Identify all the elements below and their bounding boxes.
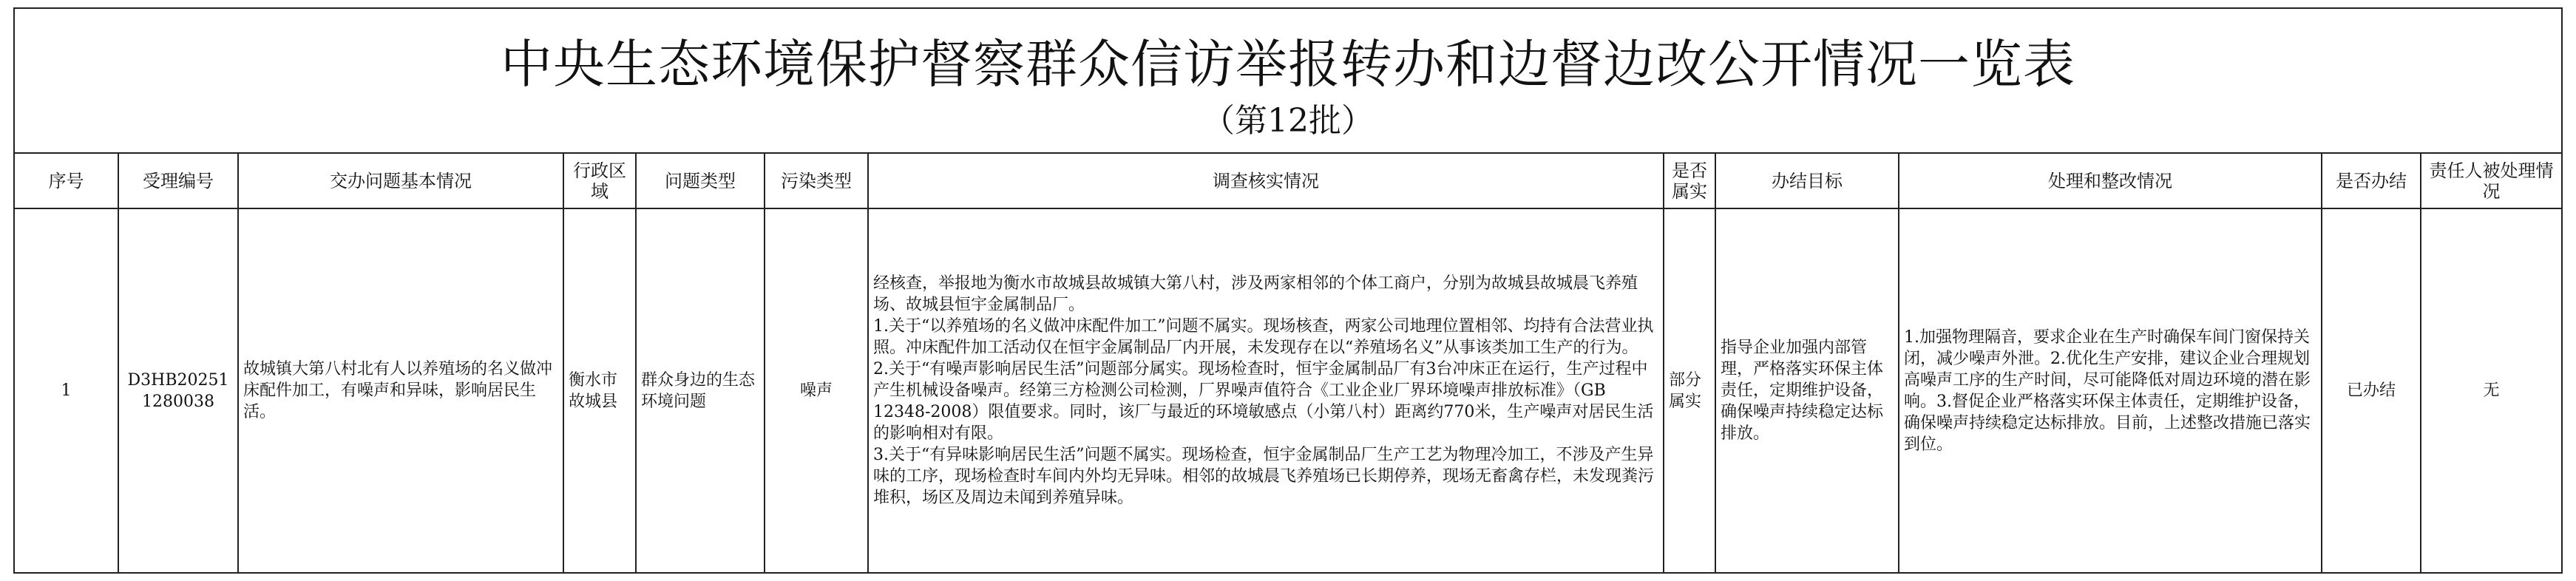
header-index: 序号 (15, 154, 118, 208)
cell-goal: 指导企业加强内部管理，严格落实环保主体责任，定期维护设备，确保噪声持续稳定达标排放。 (1715, 208, 1899, 572)
investigation-summary: 经核查，举报地为衡水市故城县故城镇大第八村，涉及两家相邻的个体工商户，分别为故城县故城晨飞养殖场、故城县恒宇金属制品厂。 (873, 274, 1638, 314)
cell-issue-type: 群众身边的生态环境问题 (636, 208, 765, 572)
table-row (15, 208, 2561, 572)
cell-region: 衡水市故城县 (563, 208, 636, 572)
header-issue: 交办问题基本情况 (238, 154, 563, 208)
table-header-row (15, 154, 2561, 208)
petition-table (15, 154, 2561, 572)
cell-closed: 已办结 (2322, 208, 2421, 572)
header-closed: 是否办结 (2322, 154, 2421, 208)
header-region: 行政区域 (563, 154, 636, 208)
header-verified: 是否属实 (1664, 154, 1715, 208)
header-pollution-type: 污染类型 (765, 154, 868, 208)
cell-investigation (868, 208, 1664, 572)
cell-verified: 部分属实 (1664, 208, 1715, 572)
page-title: 中央生态环境保护督察群众信访举报转办和边督边改公开情况一览表 (501, 34, 2075, 95)
header-goal: 办结目标 (1715, 154, 1899, 208)
header-rectification: 处理和整改情况 (1899, 154, 2322, 208)
cell-accountability: 无 (2421, 208, 2561, 572)
title-block (15, 9, 2561, 154)
batch-subtitle: （第12批） (1202, 102, 1374, 140)
header-issue-type: 问题类型 (636, 154, 765, 208)
header-accountability: 责任人被处理情况 (2421, 154, 2561, 208)
cell-index: 1 (15, 208, 118, 572)
disclosure-sheet (13, 7, 2563, 574)
cell-pollution-type: 噪声 (765, 208, 868, 572)
cell-issue: 故城镇大第八村北有人以养殖场的名义做冲床配件加工，有噪声和异味，影响居民生活。 (238, 208, 563, 572)
investigation-point-3: 3.关于“有异味影响居民生活”问题不属实。现场检查，恒宇金属制品厂生产工艺为物理冷加工，不涉及产生异味的工序，现场检查时车间内外均无异味。相邻的故城晨飞养殖场已长期停养，现场无畜禽存栏，未发现粪污堆积，场区及周边未闻到养殖异味。 (873, 446, 1655, 507)
cell-case-no: D3HB202511280038 (118, 208, 238, 572)
header-case-no: 受理编号 (118, 154, 238, 208)
investigation-point-2: 2.关于“有噪声影响居民生活”问题部分属实。现场检查时，恒宇金属制品厂有3台冲床正在运行，生产过程中产生机械设备噪声。经第三方检测公司检测，厂界噪声值符合《工业企业厂界环境噪声排放标准》（GB 12348-2008）限值要求。同时，该厂与最近的环境敏感点（小第八村）距离约770米，生产噪声对居民生活的影响相对有限。 (873, 360, 1654, 443)
investigation-point-1: 1.关于“以养殖场的名义做冲床配件加工”问题不属实。现场核查，两家公司地理位置相邻、均持有合法营业执照。冲床配件加工活动仅在恒宇金属制品厂内开展，未发现存在以“养殖场名义”从事该类加工生产的行为。 (873, 317, 1654, 357)
header-investigation: 调查核实情况 (868, 154, 1664, 208)
cell-rectification: 1.加强物理隔音，要求企业在生产时确保车间门窗保持关闭，减少噪声外泄。2.优化生产安排，建议企业合理规划高噪声工序的生产时间，尽可能降低对周边环境的潜在影响。3.督促企业严格落实环保主体责任，定期维护设备，确保噪声持续稳定达标排放。目前，上述整改措施已落实到位。 (1899, 208, 2322, 572)
